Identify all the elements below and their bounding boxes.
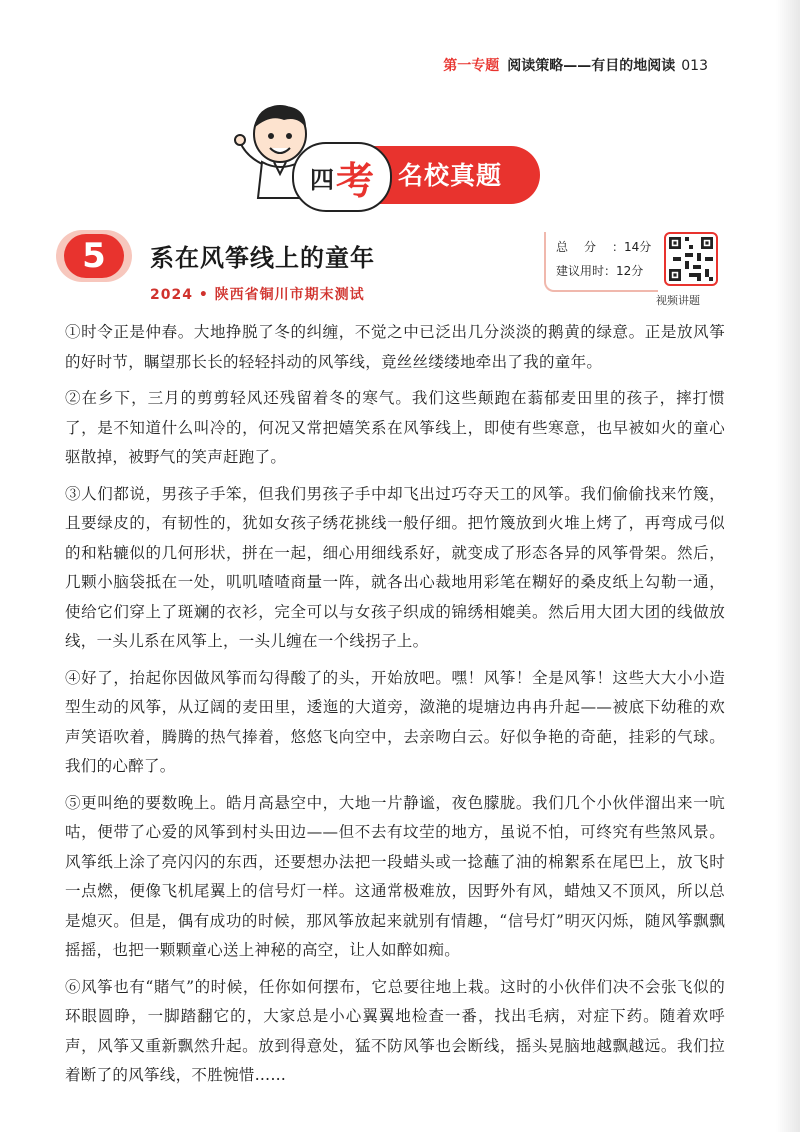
banner-number: 四 bbox=[309, 165, 334, 194]
qr-pattern bbox=[669, 237, 713, 281]
banner-title: 名校真题 bbox=[398, 161, 503, 190]
article-body bbox=[65, 318, 725, 1098]
total-score-row: 总分：14分 bbox=[556, 240, 652, 254]
paragraph-3: ③人们都说，男孩子手笨，但我们男孩子手中却飞出过巧夺天工的风筝。我们偷偷找来竹篾，且要绿皮的，有韧性的，犹如女孩子绣花挑线一般仔细。把竹篾放到火堆上烤了，再弯成弓似的和粘辘似的几何形状，拼在一起，细心用细线系好，就变成了形态各异的风筝骨架。然后，几颗小脑袋抵在一处，叽叽喳喳商量一阵，就各出心裁地用彩笔在糊好的桑皮纸上勾勒一通，使给它们穿上了斑斓的衣衫，完全可以与女孩子织成的锦绣相媲美。然后用大团大团的线做放线，一头儿系在风筝上，一头儿缠在一个线拐子上。 bbox=[65, 484, 725, 650]
total-score-label: 总分 bbox=[556, 240, 613, 254]
article-title: 系在风筝线上的童年 bbox=[150, 244, 375, 272]
article-number: 5 bbox=[64, 234, 124, 278]
time-label: 建议用时 bbox=[556, 264, 605, 278]
paragraph-1: ①时令正是仲春。大地挣脱了冬的纠缠，不觉之中已泛出几分淡淡的鹅黄的绿意。正是放风筝的好时节，瞩望那长长的轻轻抖动的风筝线，竟丝丝缕缕地牵出了我的童年。 bbox=[65, 323, 725, 371]
banner-kao: 考 bbox=[335, 158, 374, 203]
paragraph-2: ②在乡下，三月的剪剪轻风还残留着冬的寒气。我们这些颠跑在蓊郁麦田里的孩子，摔打惯了，是不知道什么叫冷的，何况又常把嬉笑系在风筝线上，即使有些寒意，也早被如火的童心驱散掉，被野气的笑声赶跑了。 bbox=[65, 389, 725, 466]
header-section: 阅读策略——有目的地阅读 bbox=[507, 58, 676, 74]
article-number-badge bbox=[56, 230, 132, 282]
total-score-value: 14分 bbox=[624, 240, 652, 254]
paragraph-4: ④好了，抬起你因做风筝而勾得酸了的头，开始放吧。嘿！风筝！全是风筝！这些大大小小造型生动的风筝，从辽阔的麦田里，逶迤的大道旁，潋滟的堤塘边冉冉升起——被底下幼稚的欢声笑语吹着，腾腾的热气捧着，悠悠飞向空中，去亲吻白云。好似争艳的奇葩，挂彩的气球。我们的心醉了。 bbox=[65, 668, 725, 775]
header-topic: 第一专题 bbox=[443, 58, 500, 74]
article-source: 2024 • 陕西省铜川市期末测试 bbox=[150, 287, 365, 303]
qr-code-icon[interactable] bbox=[664, 232, 718, 286]
page-edge-shadow bbox=[776, 0, 800, 1132]
time-row: 建议用时：12分 bbox=[556, 264, 644, 278]
paragraph-5: ⑤更叫绝的要数晚上。皓月高悬空中，大地一片静谧，夜色朦胧。我们几个小伙伴溜出来一吭咕，便带了心爱的风筝到村头田边——但不去有坟茔的地方，虽说不怕，可终究有些煞风景。风筝纸上涂了亮闪闪的东西，还要想办法把一段蜡头或一捻蘸了油的棉絮系在尾巴上，放飞时一点燃，便像飞机尾翼上的信号灯一样。这通常极难放，因野外有风，蜡烛又不顶风，所以总是熄灭。但是，偶有成功的时候，那风筝放起来就别有情趣，“信号灯”明灭闪烁，随风筝飘飘摇摇，也把一颗颗童心送上神秘的高空，让人如醉如痴。 bbox=[65, 793, 725, 959]
score-info-box bbox=[544, 232, 658, 292]
paragraph-6: ⑥风筝也有“賭气”的时候，任你如何摆布，它总要往地上栽。这时的小伙伴们决不会张飞似的环眼圆睁，一脚踏翻它的，大家总是小心翼翼地检查一番，找出毛病，对症下药。随着欢呼声，风筝又重新飘然升起。放到得意处，猛不防风筝也会断线，摇头晃脑地越飘越远。我们拉着断了的风筝线，不胜惋惜…… bbox=[65, 977, 725, 1084]
qr-label: 视频讲题 bbox=[656, 294, 700, 307]
page-number: 013 bbox=[681, 58, 708, 74]
banner-badge bbox=[292, 142, 392, 212]
running-header bbox=[443, 55, 708, 75]
section-banner bbox=[234, 98, 544, 208]
time-value: 12分 bbox=[616, 264, 644, 278]
